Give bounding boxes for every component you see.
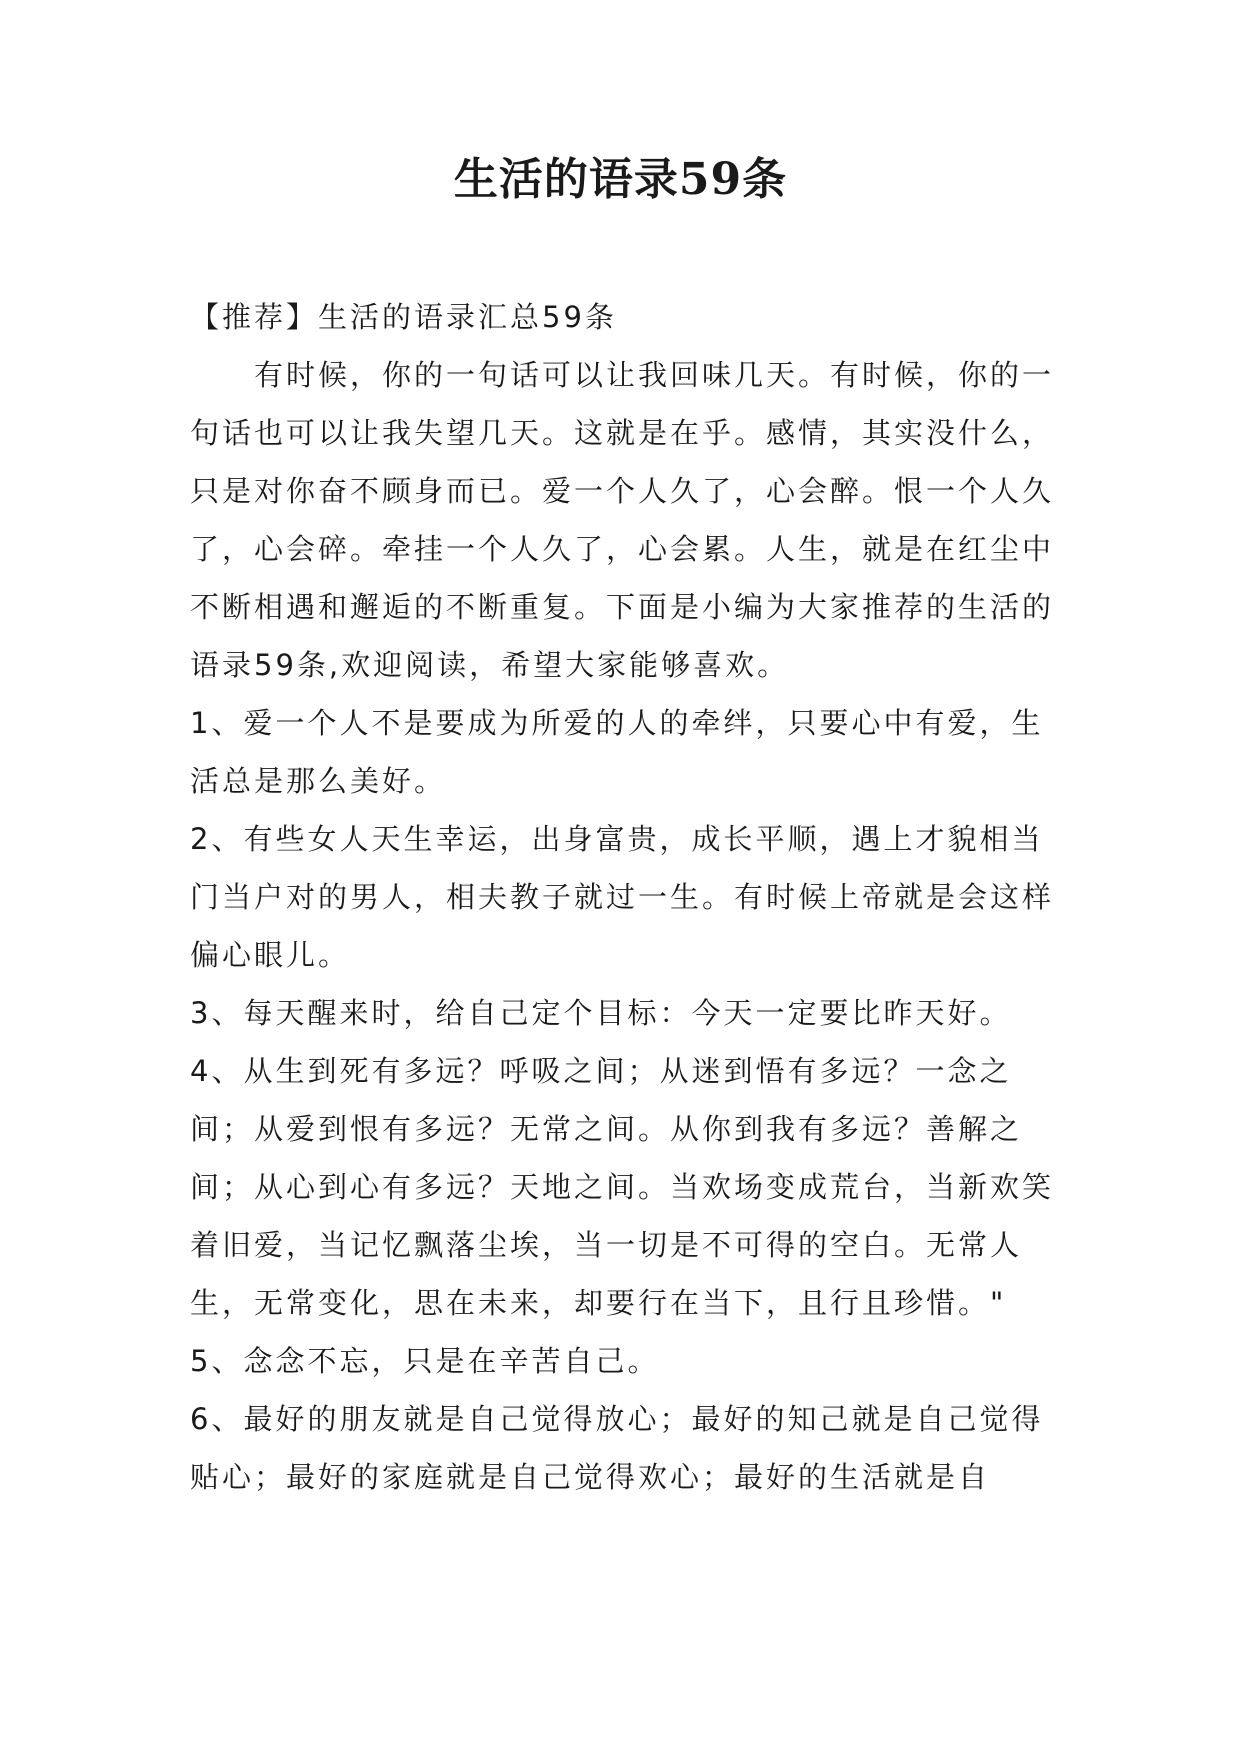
- quote-item-1: 1、爱一个人不是要成为所爱的人的牵绊，只要心中有爱，生活总是那么美好。: [190, 706, 1044, 798]
- quote-item-5: 5、念念不忘，只是在辛苦自己。: [190, 1344, 660, 1378]
- document-title: 生活的语录59条: [453, 154, 788, 205]
- intro-paragraph: 有时候，你的一句话可以让我回味几天。有时候，你的一句话也可以让我失望几天。这就是在乎。感情，其实没什么，只是对你奋不顾身而已。爱一个人久了，心会醉。恨一个人久了，心会碎。牵挂一个人久了，心会累。人生，就是在红尘中不断相遇和邂逅的不断重复。下面是小编为大家推荐的生活的语录59条,欢迎阅读，希望大家能够喜欢。: [190, 358, 1055, 682]
- quote-item-2: 2、有些女人天生幸运，出身富贵，成长平顺，遇上才貌相当门当户对的男人，相夫教子就过一生。有时候上帝就是会这样偏心眼儿。: [190, 822, 1055, 972]
- quote-item-6: 6、最好的朋友就是自己觉得放心；最好的知己就是自己觉得贴心；最好的家庭就是自己觉得欢心；最好的生活就是自: [190, 1402, 1044, 1494]
- quote-item-4: 4、从生到死有多远？呼吸之间；从迷到悟有多远？一念之间；从爱到恨有多远？无常之间。从你到我有多远？善解之间；从心到心有多远？天地之间。当欢场变成荒台，当新欢笑着旧爱，当记忆飘落尘埃，当一切是不可得的空白。无常人生，无常变化，思在未来，却要行在当下，且行且珍惜。": [190, 1054, 1055, 1320]
- document-subtitle: 【推荐】生活的语录汇总59条: [190, 300, 617, 334]
- document-body: [190, 288, 1060, 1506]
- quote-item-3: 3、每天醒来时，给自己定个目标：今天一定要比昨天好。: [190, 996, 1012, 1030]
